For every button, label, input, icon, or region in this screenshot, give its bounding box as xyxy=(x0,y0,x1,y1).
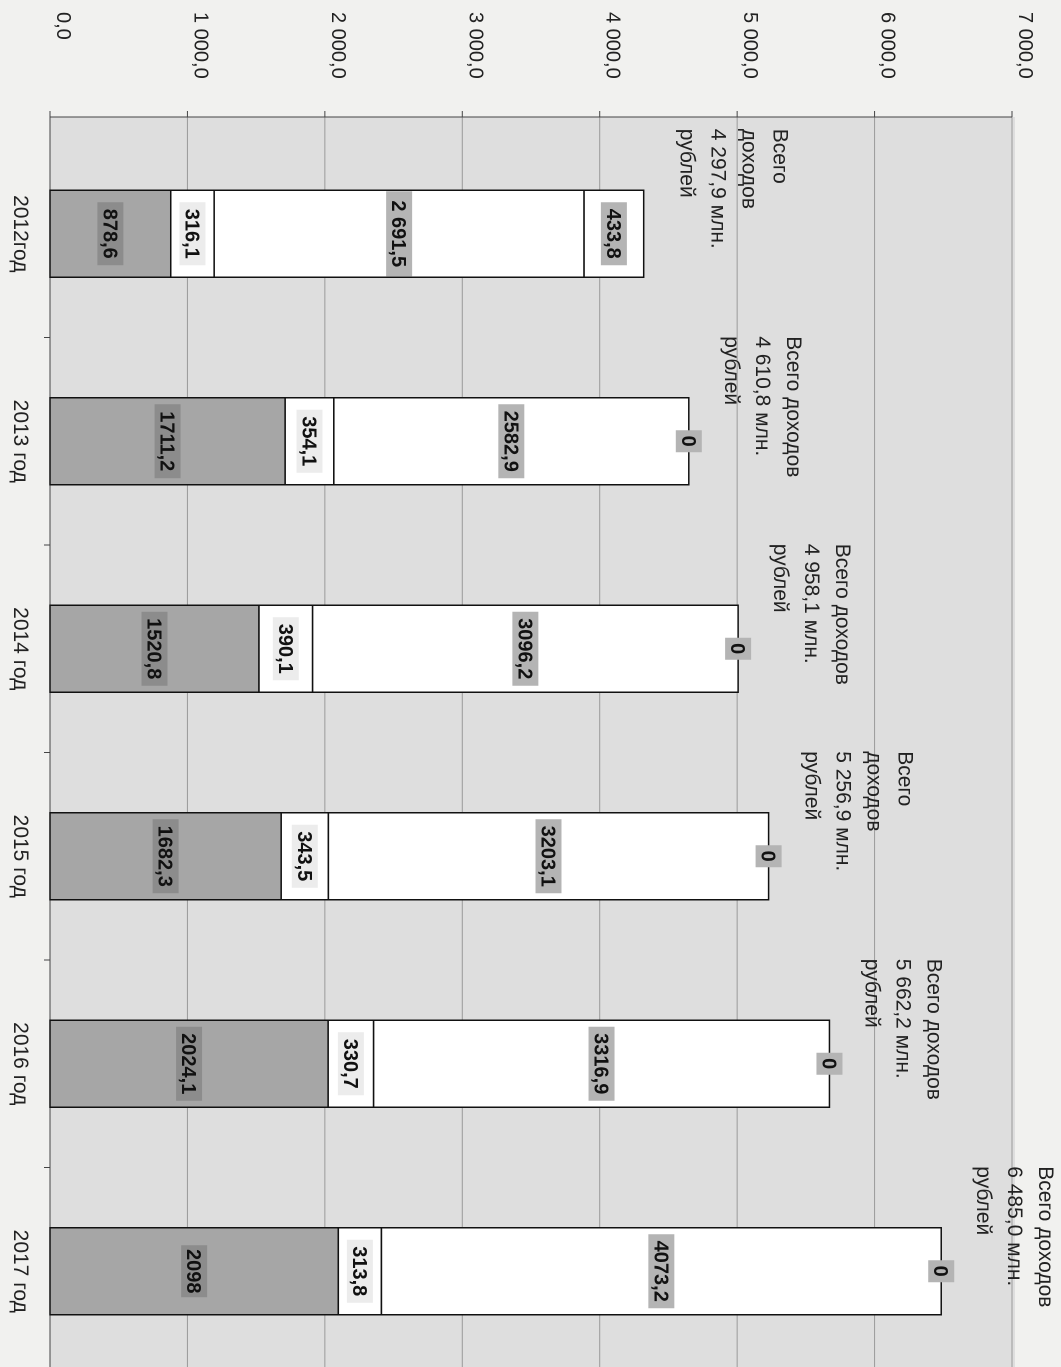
data-label: 433,8 xyxy=(601,208,624,259)
data-label: 0 xyxy=(756,850,779,862)
total-annotation-line: рублей xyxy=(972,1166,996,1236)
tick-label: 7 000,0 xyxy=(1014,12,1036,79)
data-label: 3096,2 xyxy=(513,618,536,680)
data-label: 0 xyxy=(676,435,699,447)
data-label: 3203,1 xyxy=(536,825,559,887)
total-annotation-line: 6 485,0 млн. xyxy=(1003,1166,1027,1287)
total-annotation-line: рублей xyxy=(800,751,824,821)
total-annotation-line: рублей xyxy=(675,128,699,198)
data-label: 878,6 xyxy=(98,208,121,259)
data-label: 316,1 xyxy=(180,208,203,259)
data-label: 1520,8 xyxy=(142,618,165,680)
category-label: 2014 год xyxy=(9,607,32,691)
data-label: 330,7 xyxy=(338,1038,361,1089)
plot-area xyxy=(50,117,1015,1367)
category-axis xyxy=(9,195,50,1313)
total-annotation-line: рублей xyxy=(769,543,793,613)
total-annotation-line: Всего доходов xyxy=(831,543,855,685)
data-label: 0 xyxy=(929,1265,952,1277)
data-label: 313,8 xyxy=(347,1246,370,1297)
tick-label: 3 000,0 xyxy=(464,12,487,79)
total-annotation-line: рублей xyxy=(719,336,743,406)
total-annotation-line: доходов xyxy=(737,128,761,210)
data-label: 390,1 xyxy=(273,623,296,674)
data-label: 0 xyxy=(817,1058,840,1070)
data-label: 3316,9 xyxy=(589,1033,612,1095)
data-label: 343,5 xyxy=(292,831,315,882)
data-label: 2024,1 xyxy=(177,1033,200,1095)
category-label: 2013 год xyxy=(9,399,32,483)
total-annotation-line: 4 297,9 млн. xyxy=(706,128,730,249)
total-annotation-line: Всего доходов xyxy=(922,958,946,1100)
total-annotation-line: доходов xyxy=(862,751,886,832)
total-annotation-line: Всего xyxy=(893,751,917,807)
category-label: 2012год xyxy=(9,195,32,273)
total-annotation-line: Всего доходов xyxy=(781,336,805,478)
category-label: 2017 год xyxy=(9,1229,32,1313)
total-annotation-line: 5 662,2 млн. xyxy=(891,958,915,1079)
data-label: 2 691,5 xyxy=(387,200,410,268)
category-label: 2015 год xyxy=(9,814,32,898)
tick-label: 5 000,0 xyxy=(739,12,762,79)
data-label: 4073,2 xyxy=(649,1240,672,1302)
total-annotation-line: Всего доходов xyxy=(1034,1166,1058,1308)
data-label: 1711,2 xyxy=(155,411,178,472)
tick-label: 2 000,0 xyxy=(326,12,349,79)
data-label: 2098 xyxy=(182,1249,205,1294)
total-annotation-line: Всего xyxy=(768,128,792,184)
data-label: 0 xyxy=(726,643,749,655)
data-label: 354,1 xyxy=(297,416,320,467)
data-label: 1682,3 xyxy=(153,825,176,887)
data-label: 2582,9 xyxy=(499,410,522,472)
tick-label: 4 000,0 xyxy=(601,12,624,79)
total-annotation-line: рублей xyxy=(860,958,884,1028)
total-annotation-line: 4 958,1 млн. xyxy=(800,543,824,664)
total-annotation-line: 5 256,9 млн. xyxy=(831,751,855,872)
tick-label: 1 000,0 xyxy=(189,12,212,79)
total-annotation-line: 4 610,8 млн. xyxy=(750,336,774,457)
tick-label: 6 000,0 xyxy=(876,12,899,79)
category-label: 2016 год xyxy=(9,1022,32,1106)
tick-label: 0,0 xyxy=(52,12,74,40)
